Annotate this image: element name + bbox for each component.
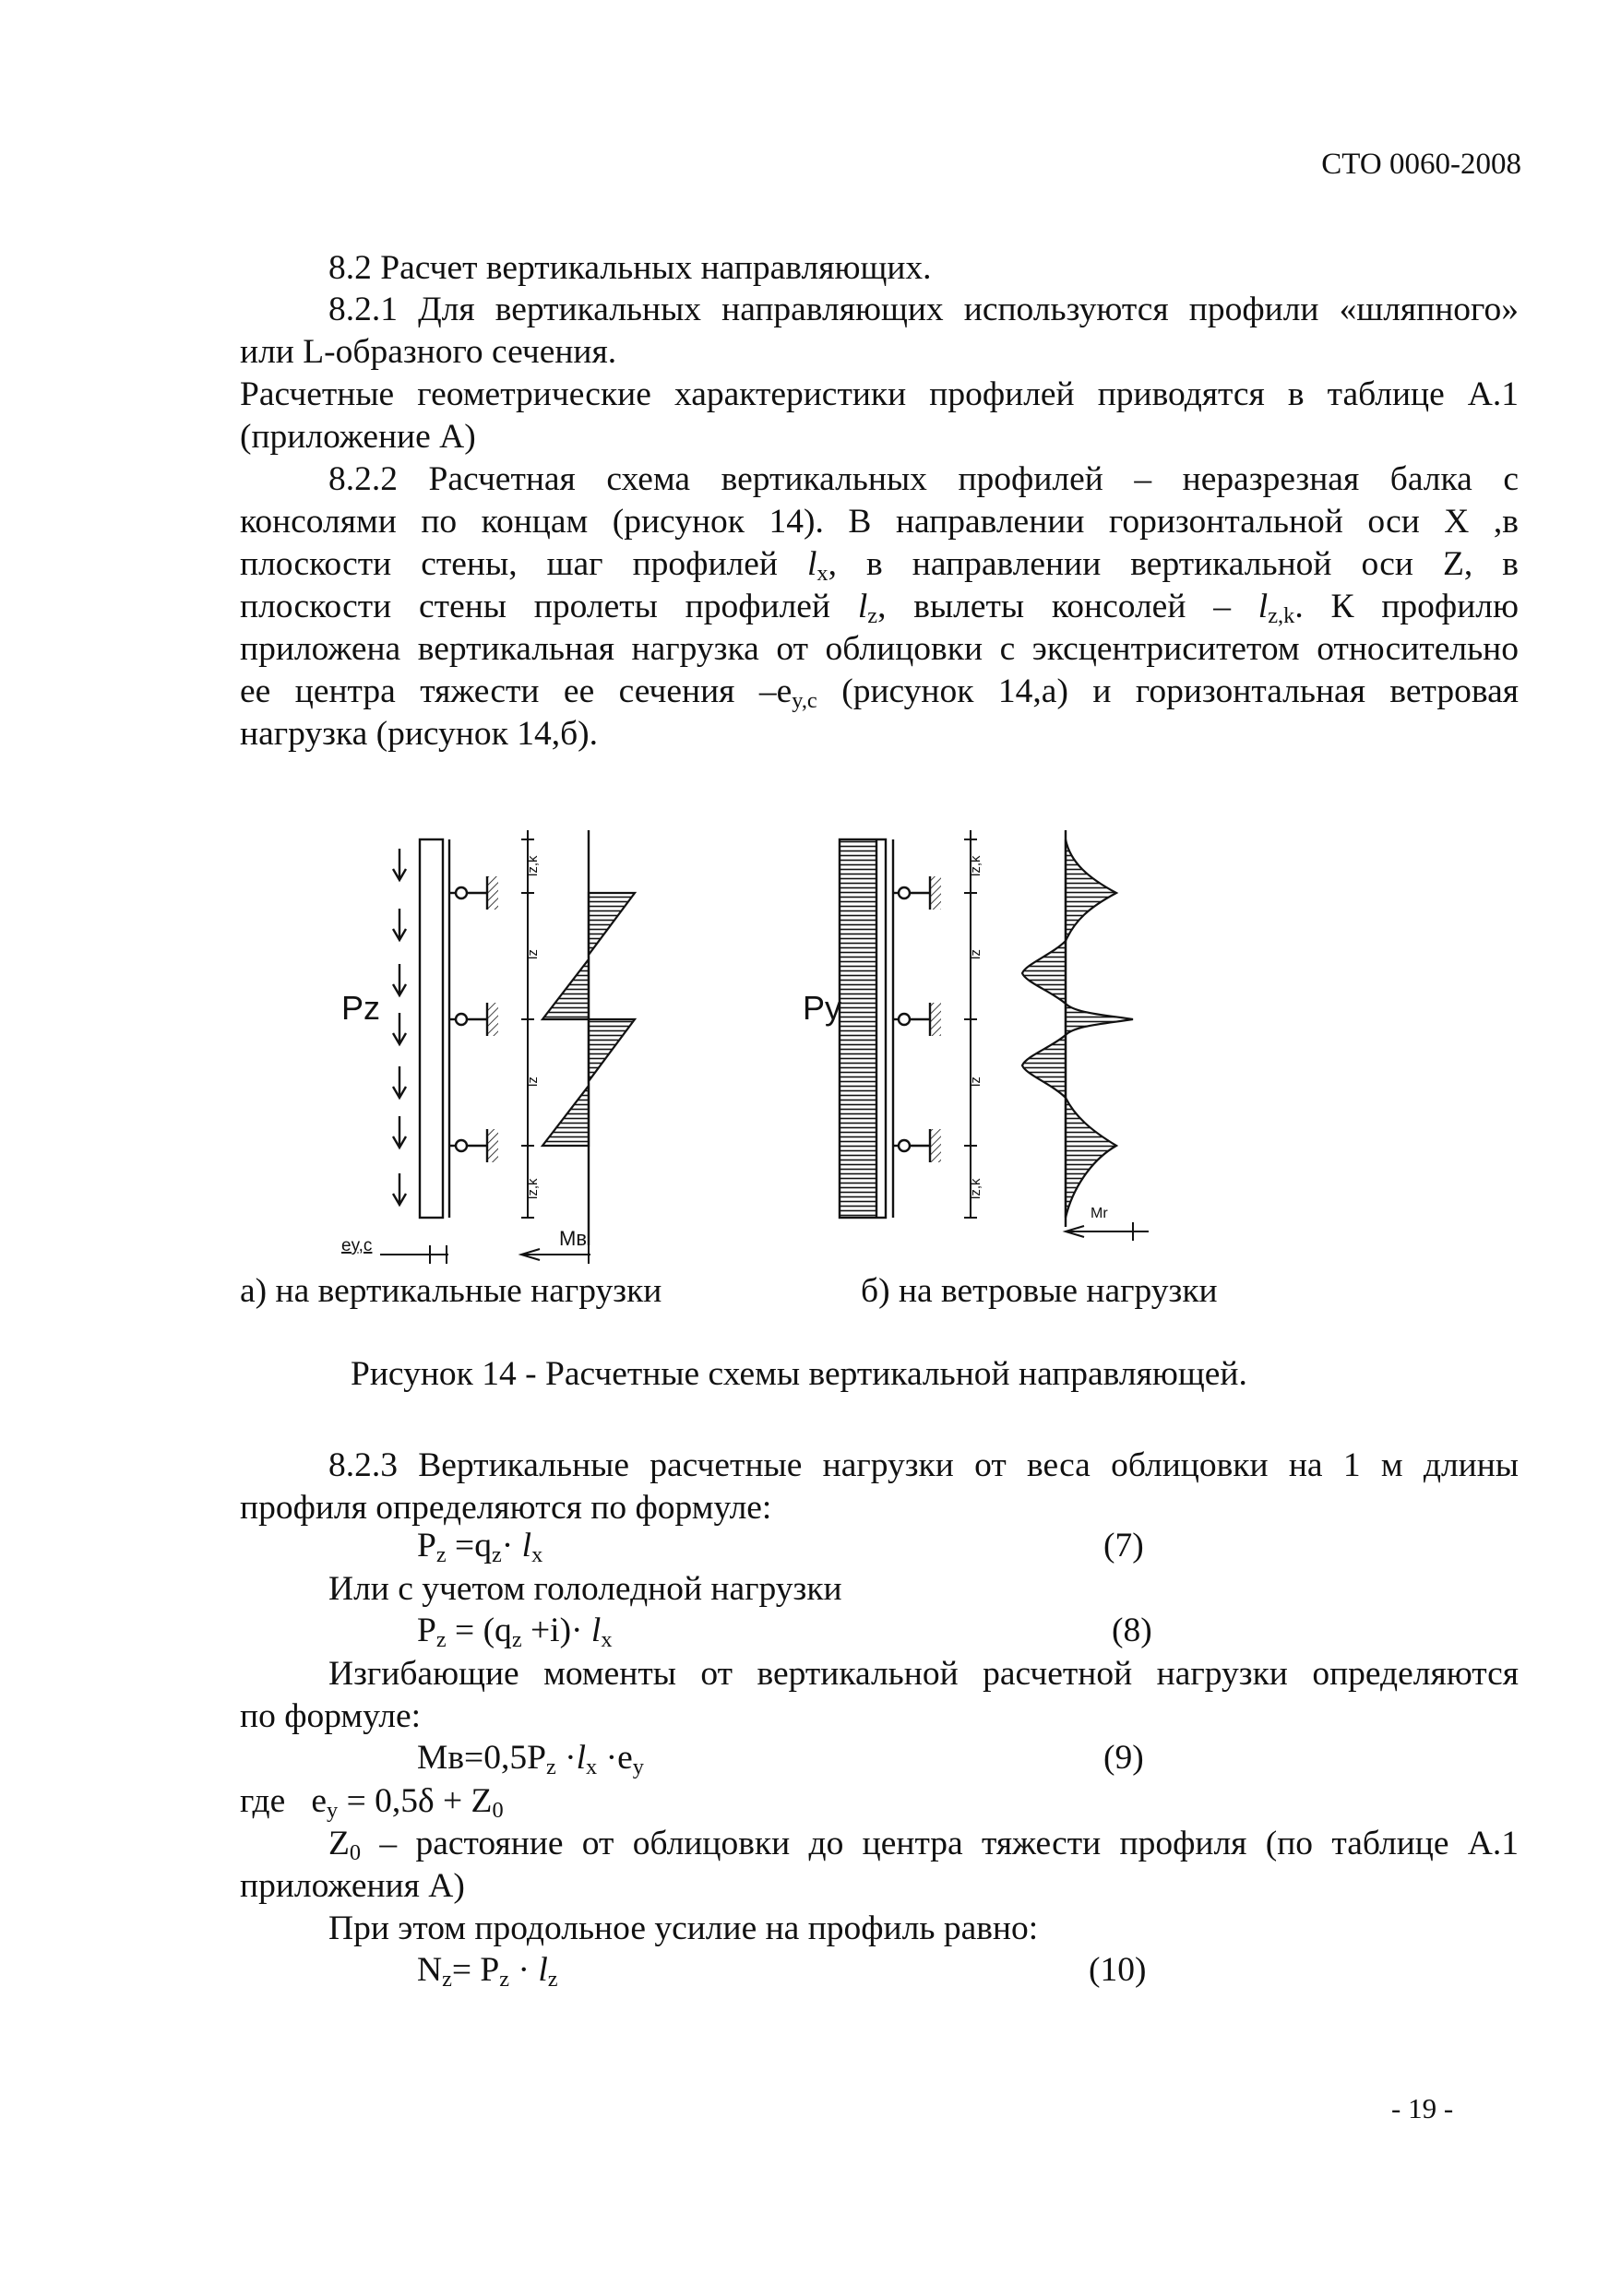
formula-7-number: (7) xyxy=(1103,1527,1144,1564)
where-line: где $e_y = 0,5\delta + Z_0$ xyxy=(240,1782,504,1824)
p822-line5: приложена вертикальная нагрузка от облицовки с эксцентриситетом относительно xyxy=(240,630,1519,668)
pz-arrows xyxy=(393,849,406,1205)
dimension-line-a xyxy=(521,830,534,1218)
moment-diagram-b xyxy=(1022,839,1133,1218)
dimension-line-b xyxy=(964,830,977,1218)
lz-span1-label-b: lz xyxy=(968,949,983,959)
pz-label: Pz xyxy=(341,989,381,1027)
mv-label: Mв xyxy=(559,1227,588,1250)
py-arrows xyxy=(840,839,876,1218)
p823-line2: профиля определяются по формуле: xyxy=(240,1489,772,1527)
ecc-label: ey,c xyxy=(341,1236,373,1255)
lz-span2-label-b: lz xyxy=(968,1077,983,1087)
lzk-bot-label-b: lz,k xyxy=(968,1178,983,1199)
axial-text: При этом продольное усилие на профиль равно: xyxy=(328,1909,1039,1947)
caption-b: б) на ветровые нагрузки xyxy=(861,1272,1218,1310)
z0-line1: $Z_0$ – растояние от облицовки до центра тяжести профиля (по таблице А.1 xyxy=(328,1825,1519,1866)
scheme-a xyxy=(380,830,635,1264)
p-geom-line1: Расчетные геометрические характеристики профилей приводятся в таблице А.1 xyxy=(240,375,1519,413)
p822-line4: плоскости стены пролеты профилей $l_z$, вылеты консолей – $l_{z,k}$. К профилю xyxy=(240,588,1520,629)
ecc-scale-a xyxy=(380,1245,448,1264)
formula-7: $P_z =q_z\cdot l_x$ xyxy=(417,1527,543,1568)
p822-line3: плоскости стены, шаг профилей $l_x$, в направлении вертикальной оси Z, в xyxy=(240,545,1520,587)
figure-caption: Рисунок 14 - Расчетные схемы вертикальной направляющей. xyxy=(351,1355,1247,1393)
moment-line2: по формуле: xyxy=(240,1697,422,1735)
formula-10-number: (10) xyxy=(1089,1951,1147,1989)
figure-14-diagram xyxy=(341,812,1282,1291)
p822-line2: консолями по концам (рисунок 14). В направлении горизонтальной оси X ,в xyxy=(240,503,1519,541)
moment-scale-b xyxy=(1066,1222,1149,1241)
mr-label: Mr xyxy=(1091,1206,1108,1221)
p821-line2: или L-образного сечения. xyxy=(240,333,617,371)
p823-line1: 8.2.3 Вертикальные расчетные нагрузки от веса облицовки на 1 м длины xyxy=(328,1446,1519,1484)
lz-span2-label-a: lz xyxy=(525,1077,541,1087)
formula-8: $P_z = (q_z +i)\cdot l_x$ xyxy=(417,1612,613,1653)
ice-load-text: Или с учетом гололедной нагрузки xyxy=(328,1570,842,1608)
p822-line6: ее центра тяжести ее сечения $-e_{y,c}$ (рисунок 14,а) и горизонтальная ветровая xyxy=(240,672,1519,714)
formula-9-number: (9) xyxy=(1103,1739,1144,1777)
p-geom-line2: (приложение А) xyxy=(240,418,476,456)
document-code: СТО 0060-2008 xyxy=(1321,148,1521,181)
formula-10: $N_z= P_z \cdot l_z$ xyxy=(417,1951,558,1993)
lzk-top-label-b: lz,k xyxy=(968,855,983,876)
lzk-top-label-a: lz,k xyxy=(525,855,541,876)
moment-line1: Изгибающие моменты от вертикальной расчетной нагрузки определяются xyxy=(328,1655,1519,1693)
caption-a: а) на вертикальные нагрузки xyxy=(240,1272,662,1310)
formula-9: $Mв=0,5P_z \cdot l_x \cdot e_y$ xyxy=(417,1739,644,1780)
formula-8-number: (8) xyxy=(1112,1612,1152,1649)
moment-diagram-a xyxy=(542,893,635,1146)
cladding-panel-a xyxy=(420,839,443,1218)
p822-line1: 8.2.2 Расчетная схема вертикальных профилей – неразрезная балка с xyxy=(328,460,1519,498)
scheme-b xyxy=(840,830,1149,1241)
p821-line1: 8.2.1 Для вертикальных направляющих используются профили «шляпного» xyxy=(328,291,1519,328)
section-title: 8.2 Расчет вертикальных направляющих. xyxy=(328,249,932,287)
lzk-bot-label-a: lz,k xyxy=(525,1178,541,1199)
page-number: - 19 - xyxy=(1391,2092,1454,2124)
lz-span1-label-a: lz xyxy=(525,949,541,959)
supports-b xyxy=(893,876,941,1162)
p822-line7: нагрузка (рисунок 14,б). xyxy=(240,715,599,753)
supports-a xyxy=(449,876,498,1162)
py-label: Py xyxy=(803,989,842,1027)
z0-line2: приложения А) xyxy=(240,1867,465,1905)
